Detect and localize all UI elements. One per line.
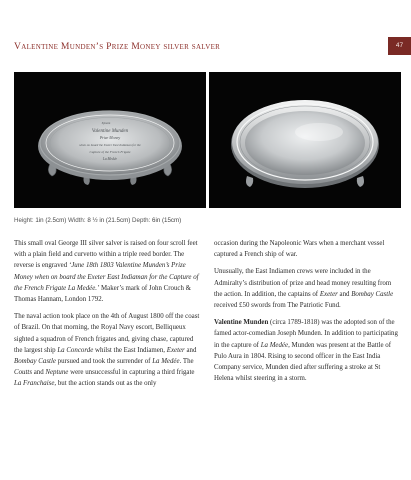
text-run: and xyxy=(337,290,352,298)
engraving-line-5: Capture of the French Frigate xyxy=(89,150,131,154)
page-number-badge: 47 xyxy=(388,37,411,55)
salver-top-illustration xyxy=(209,72,401,208)
ship-name: Exeter xyxy=(166,346,185,354)
text-run: Maker’s mark of John Crouch & Thomas Hannam, London 1792. xyxy=(14,284,192,304)
ship-name: Coutts xyxy=(14,369,32,377)
text-run: whilst the East Indiamen, xyxy=(93,346,167,354)
salver-top-photo xyxy=(209,72,401,208)
text-run: and xyxy=(184,346,197,354)
paragraph-biography xyxy=(214,317,398,384)
paragraph-description xyxy=(14,238,200,305)
height-value: 1in (2.5cm) xyxy=(35,217,67,224)
height-label: Height: xyxy=(14,217,34,224)
engraving-line-4: when on board the Exeter East Indiaman for the xyxy=(79,143,141,147)
paragraph-naval-action xyxy=(14,311,200,389)
engraving-line-2: Valentine Munden xyxy=(91,129,129,134)
ship-name: La Concorde xyxy=(57,346,94,354)
engraving-line-1: Epsom xyxy=(101,121,111,125)
ship-name: La Medée xyxy=(260,341,289,349)
engraving-quote: ‘June 18th 1803 Valentine Munden’s Prize Money when on board the Exeter East Indiaman for the Capture of the French Frigate La Medée.’ xyxy=(14,262,199,292)
ship-name: La Medée xyxy=(152,358,180,366)
page-header-title: Valentine Munden’s Prize Money silver salver xyxy=(14,41,221,52)
ship-name: Neptune xyxy=(45,369,69,377)
person-name: Valentine Munden xyxy=(214,319,269,327)
text-run: Unusually, the East Indiamen crews were included in the Admiralty’s distribution of prize and head money resulting from the action. In addition, the captains of xyxy=(214,268,392,298)
text-run: received £50 swords from The Patriotic Fund. xyxy=(214,302,341,310)
paragraph-prize-money xyxy=(214,266,398,311)
text-run: pursued and took the surrender of xyxy=(55,358,153,366)
text-run: , Munden was present at the Battle of Pulo Aura in 1804. Rising to second officer in the East India Company service, Munden died after suffering a stroke at St Helena whilst steering in a storm. xyxy=(214,341,392,383)
ship-name: Bombay Castle xyxy=(14,358,56,366)
left-text-column xyxy=(14,238,200,390)
text-run: and xyxy=(32,369,46,377)
text-run: . The xyxy=(179,358,194,366)
ship-name: La Franchaise xyxy=(14,380,55,388)
right-text-column xyxy=(214,238,398,384)
text-run: This small oval George III silver salver is raised on four scroll feet with a plain field and curvetto within a triple reed border. The reverse is engraved xyxy=(14,240,198,270)
text-run: were unsuccessful in capturing a third frigate xyxy=(68,369,195,377)
paragraph-continuation: occasion during the Napoleonic Wars when a merchant vessel captured a French ship of war. xyxy=(214,240,385,259)
text-run: , but the action stands out as the only xyxy=(54,380,157,388)
engraving-line-3: Prize Money xyxy=(99,135,121,140)
width-value: 8 ½ in (21.5cm) xyxy=(87,217,131,224)
depth-value: 6in (15cm) xyxy=(152,217,182,224)
width-label: Width: xyxy=(68,217,86,224)
salver-reverse-illustration xyxy=(14,72,206,208)
text-run: (circa 1789-1818) was the adopted son of the famed actor-comedian Joseph Munden. In addition to participating in the capture of xyxy=(214,319,398,349)
salver-reverse-photo xyxy=(14,72,206,208)
depth-label: Depth: xyxy=(132,217,151,224)
ship-name: Bombay Castle xyxy=(351,290,394,298)
engraving-line-6: La Medée xyxy=(102,157,118,161)
dimensions-line xyxy=(14,217,181,224)
ship-name: Exeter xyxy=(319,290,338,298)
text-run: The naval action took place on the 4th of August 1800 off the coast of Brazil. On that morning, the Royal Navy escort, Belliqueux sighted a squadron of French frigates and, giving chase, captured the largest ship xyxy=(14,313,200,354)
